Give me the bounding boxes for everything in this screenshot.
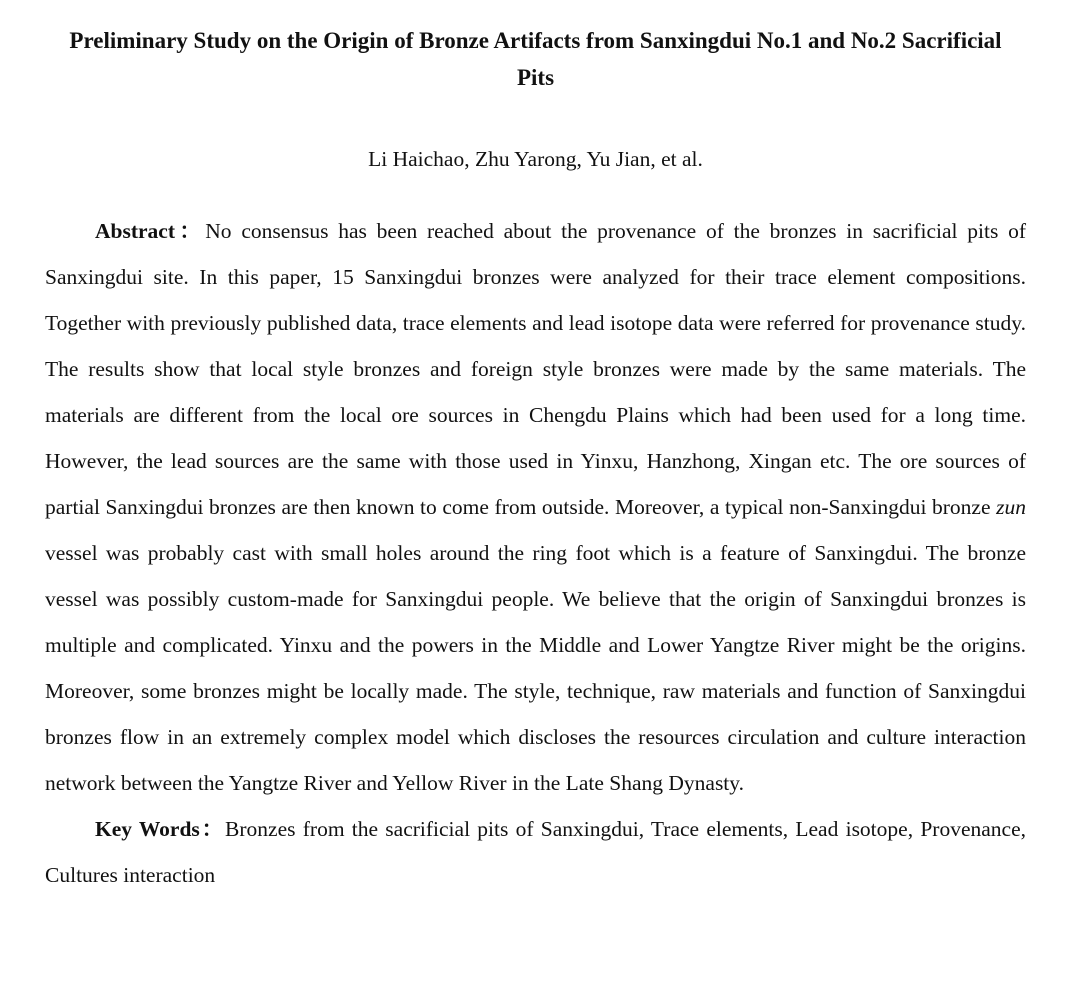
- keywords-paragraph: [45, 806, 1026, 898]
- abstract-italic-term: zun: [996, 495, 1026, 519]
- abstract-text-part-1: No consensus has been reached about the provenance of the bronzes in sacrificial pits of Sanxingdui site. In this paper, 15 Sanxingdui bronzes were analyzed for their trace element compositions. Together with previously published data, trace elements and lead isotope data were referred for provenance study. The results show that local style bronzes and foreign style bronzes were made by the same materials. The materials are different from the local ore sources in Chengdu Plains which had been used for a long time. However, the lead sources are the same with those used in Yinxu, Hanzhong, Xingan etc. The ore sources of partial Sanxingdui bronzes are then known to come from outside. Moreover, a typical non-Sanxingdui bronze: [45, 219, 1026, 519]
- author-list: Li Haichao, Zhu Yarong, Yu Jian, et al.: [368, 147, 703, 171]
- abstract-label: Abstract：: [95, 219, 206, 243]
- paper-title: Preliminary Study on the Origin of Bronze Artifacts from Sanxingdui No.1 and No.2 Sacrificial Pits: [69, 28, 1002, 90]
- keywords-text: Bronzes from the sacrificial pits of Sanxingdui, Trace elements, Lead isotope, Provenance, Cultures interaction: [45, 817, 1026, 887]
- abstract-text-part-2: vessel was probably cast with small holes around the ring foot which is a feature of Sanxingdui. The bronze vessel was possibly custom-made for Sanxingdui people. We believe that the origin of Sanxingdui bronzes is multiple and complicated. Yinxu and the powers in the Middle and Lower Yangtze River might be the origins. Moreover, some bronzes might be locally made. The style, technique, raw materials and function of Sanxingdui bronzes flow in an extremely complex model which discloses the resources circulation and culture interaction network between the Yangtze River and Yellow River in the Late Shang Dynasty.: [45, 541, 1026, 795]
- keywords-label: Key Words：: [95, 817, 226, 841]
- abstract-paragraph: [45, 208, 1026, 806]
